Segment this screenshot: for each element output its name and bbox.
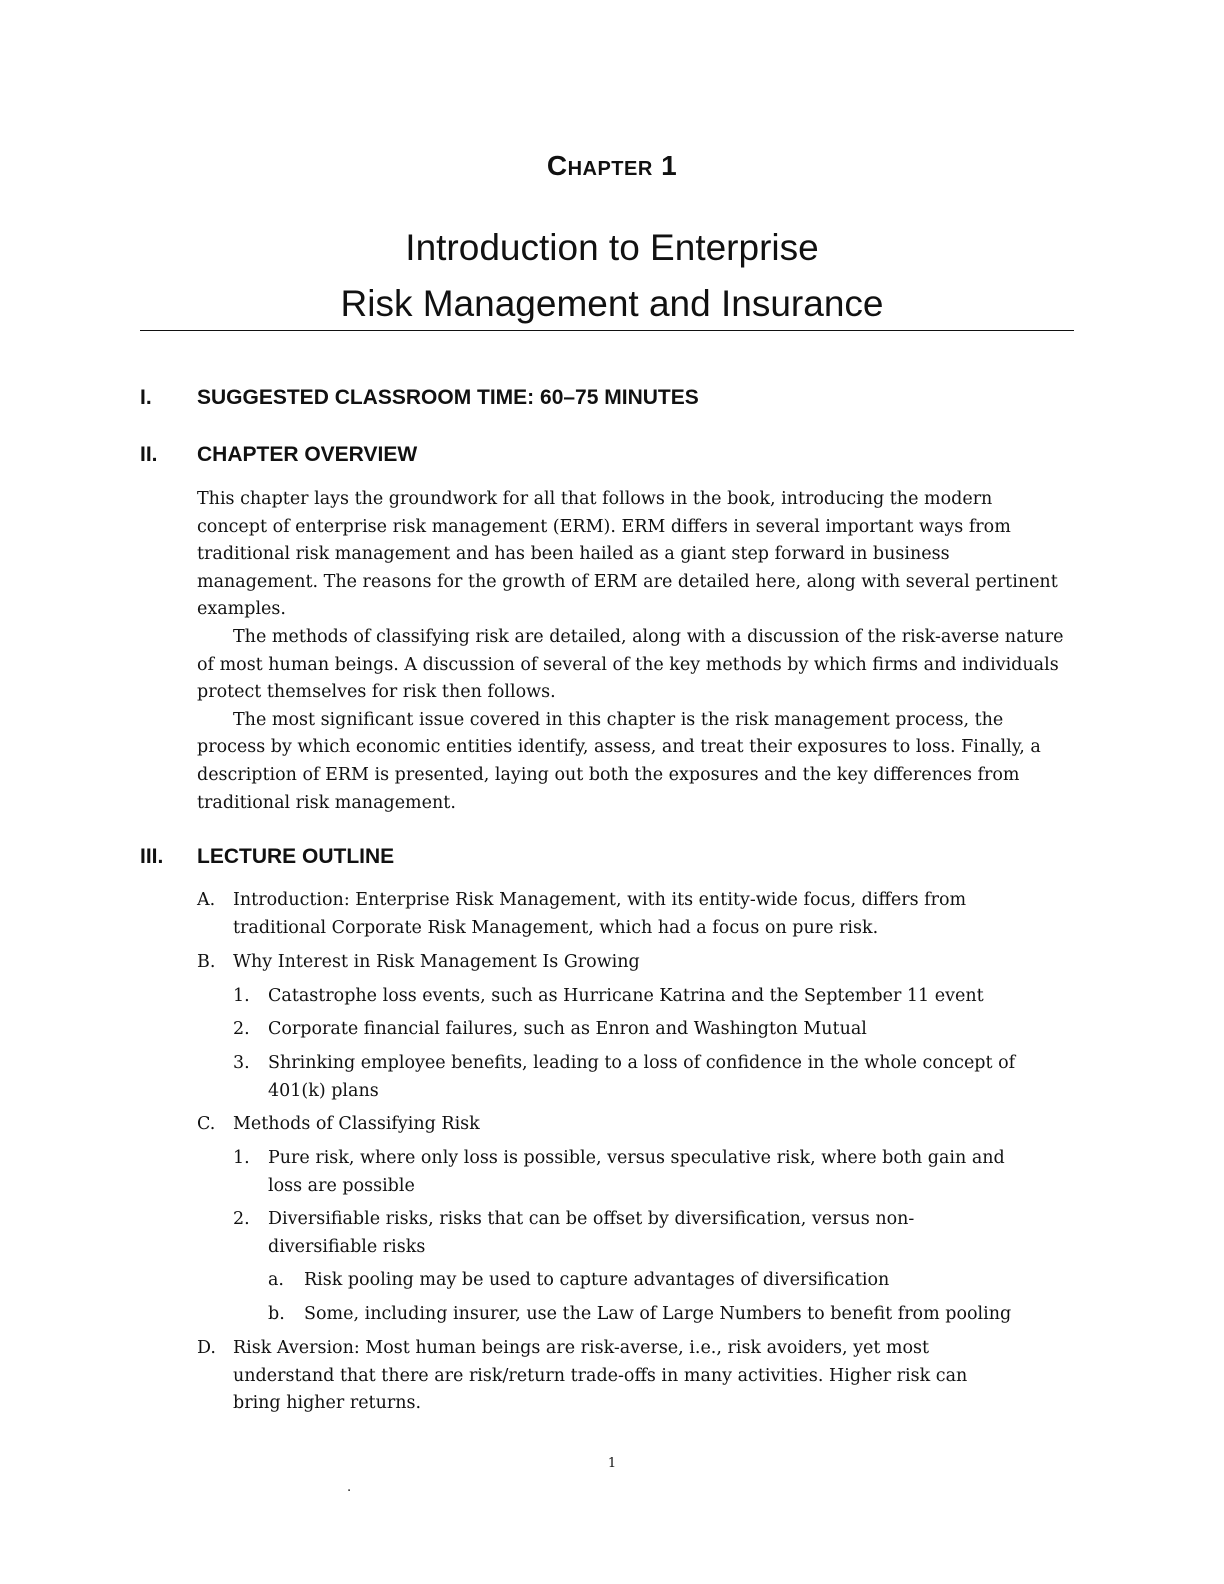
outline-marker: a. bbox=[268, 1270, 284, 1290]
chapter-title-line-2: Risk Management and Insurance bbox=[340, 283, 884, 324]
outline-marker: 1. bbox=[233, 986, 250, 1006]
overview-paragraph: The most significant issue covered in this chapter is the risk management process, the process by which economic entities identify, assess, and treat their exposures to loss. Finally, a description of ERM is presented, laying out both the exposures and the key differences from traditional risk management. bbox=[197, 709, 1041, 813]
outline-marker: 2. bbox=[233, 1209, 250, 1229]
outline-marker: 2. bbox=[233, 1019, 250, 1039]
outline-text-line: Pure risk, where only loss is possible, versus speculative risk, where both gain and bbox=[268, 1148, 1005, 1168]
outline-text-line: traditional Corporate Risk Management, which had a focus on pure risk. bbox=[233, 917, 879, 938]
chapter-title-line-1: Introduction to Enterprise bbox=[405, 227, 819, 268]
overview-paragraph: This chapter lays the groundwork for all that follows in the book, introducing the modern concept of enterprise risk management (ERM). ERM differs in several important ways from traditional risk management and has been hailed as a giant step forward in business management. The reasons for the growth of ERM are detailed here, along with several pertinent examples. bbox=[197, 489, 1058, 620]
outline-text-line: Risk pooling may be used to capture advantages of diversification bbox=[304, 1270, 890, 1290]
chapter-title bbox=[0, 220, 1224, 332]
chapter-overview-text bbox=[197, 486, 1067, 817]
outline-text-line: Introduction: Enterprise Risk Management, with its entity-wide focus, differs from bbox=[233, 890, 967, 910]
outline-text-line: 401(k) plans bbox=[268, 1080, 379, 1101]
outline-text-line: Some, including insurer, use the Law of Large Numbers to benefit from pooling bbox=[304, 1304, 1012, 1324]
outline-marker: A. bbox=[197, 890, 216, 910]
section-title: CHAPTER OVERVIEW bbox=[197, 443, 418, 466]
section-title: LECTURE OUTLINE bbox=[197, 845, 395, 868]
outline-marker: 1. bbox=[233, 1148, 250, 1168]
section-title: SUGGESTED CLASSROOM TIME: 60–75 MINUTES bbox=[197, 386, 699, 409]
outline-marker: D. bbox=[197, 1338, 216, 1358]
section-number: I. bbox=[140, 386, 152, 409]
outline-text-line: bring higher returns. bbox=[233, 1393, 422, 1414]
outline-text-line: Why Interest in Risk Management Is Growing bbox=[233, 952, 640, 972]
section-number: II. bbox=[140, 443, 158, 466]
outline-text-line: Catastrophe loss events, such as Hurricane Katrina and the September 11 event bbox=[268, 986, 984, 1006]
title-divider bbox=[140, 330, 1074, 331]
outline-marker: 3. bbox=[233, 1053, 250, 1073]
outline-text-line: loss are possible bbox=[268, 1175, 415, 1196]
outline-text-line: understand that there are risk/return trade-offs in many activities. Higher risk can bbox=[233, 1365, 968, 1386]
section-number: III. bbox=[140, 845, 164, 868]
chapter-label: Chapter 1 bbox=[546, 150, 678, 181]
outline-marker: C. bbox=[197, 1114, 216, 1134]
outline-text-line: Risk Aversion: Most human beings are risk-averse, i.e., risk avoiders, yet most bbox=[233, 1338, 930, 1358]
outline-marker: b. bbox=[268, 1304, 285, 1324]
outline-text-line: Diversifiable risks, risks that can be offset by diversification, versus non- bbox=[268, 1209, 915, 1229]
overview-paragraph: The methods of classifying risk are detailed, along with a discussion of the risk-averse nature of most human beings. A discussion of several of the key methods by which firms and individuals protect themselves for risk then follows. bbox=[197, 626, 1064, 703]
outline-text-line: Corporate financial failures, such as Enron and Washington Mutual bbox=[268, 1019, 867, 1039]
outline-text-line: Methods of Classifying Risk bbox=[233, 1114, 480, 1134]
outline-marker: B. bbox=[197, 952, 216, 972]
page-number: 1 bbox=[607, 1456, 617, 1471]
outline-text-line: diversifiable risks bbox=[268, 1236, 426, 1257]
outline-text-line: Shrinking employee benefits, leading to a loss of confidence in the whole concept of bbox=[268, 1053, 1016, 1073]
stray-mark: . bbox=[347, 1480, 352, 1495]
